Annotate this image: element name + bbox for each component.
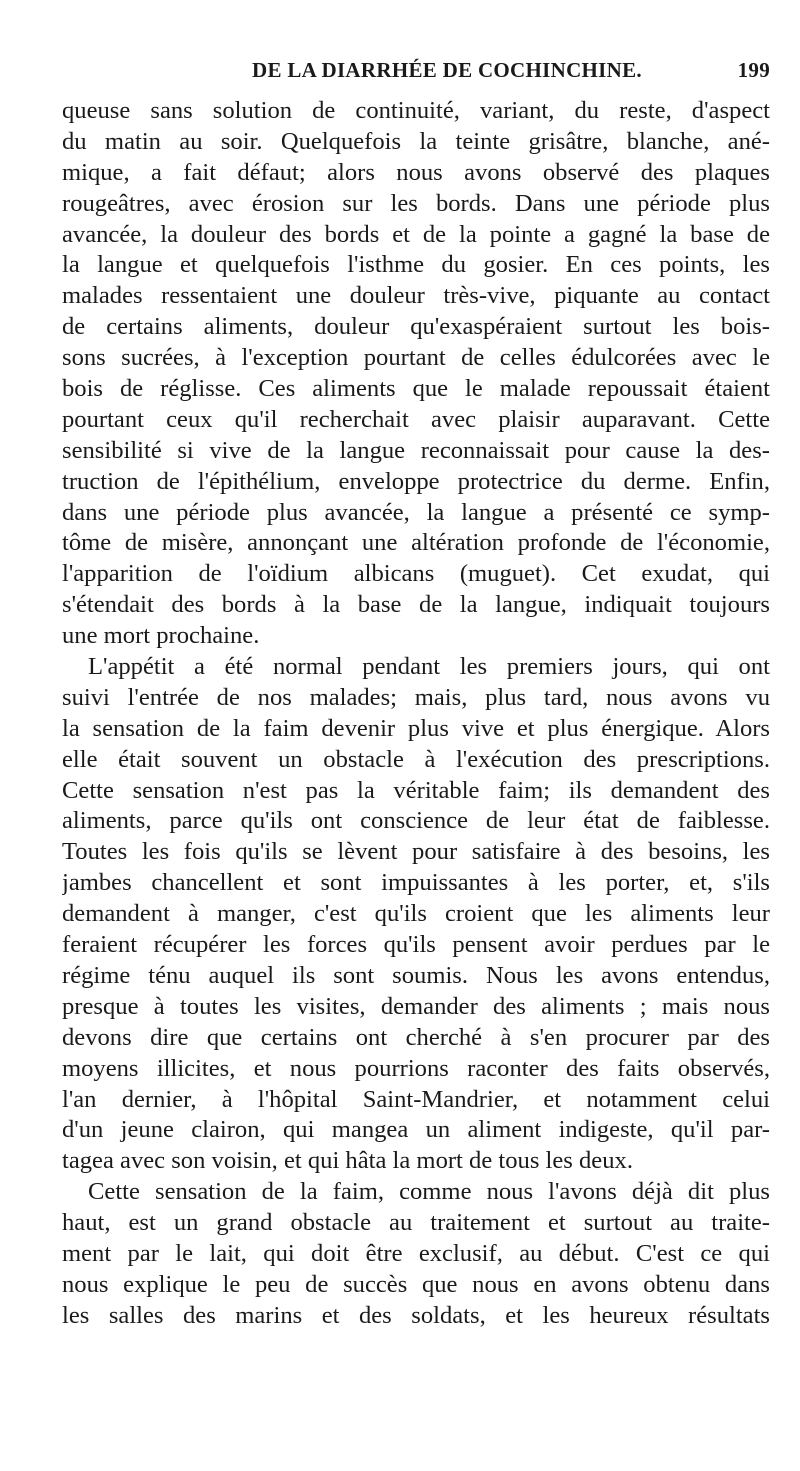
text-line: d'un jeune clairon, qui mangea un aliment indigeste, qu'il par- [62,1116,770,1144]
text-line: du matin au soir. Quelquefois la teinte grisâtre, blanche, ané- [62,127,770,155]
text-line: moyens illicites, et nous pourrions raconter des faits observés, [62,1054,770,1082]
text-line: truction de l'épithélium, enveloppe protectrice du derme. Enfin, [62,467,770,495]
text-line: devons dire que certains ont cherché à s'en procurer par des [62,1023,770,1051]
text-line: régime ténu auquel ils sont soumis. Nous les avons entendus, [62,961,770,989]
running-title: DE LA DIARRHÉE DE COCHINCHINE. [252,58,642,82]
text-line: mique, a fait défaut; alors nous avons observé des plaques [62,158,770,186]
text-line: l'an dernier, à l'hôpital Saint-Mandrier, et notamment celui [62,1085,770,1113]
text-line: rougeâtres, avec érosion sur les bords. Dans une période plus [62,189,770,217]
text-line: Toutes les fois qu'ils se lèvent pour satisfaire à des besoins, les [62,838,770,866]
text-line: feraient récupérer les forces qu'ils pensent avoir perdues par le [62,931,770,959]
text-line: elle était souvent un obstacle à l'exécution des prescriptions. [62,745,770,773]
text-line: pourtant ceux qu'il recherchait avec plaisir auparavant. Cette [62,405,770,433]
text-line: une mort prochaine. [62,622,260,650]
page-number: 199 [737,58,770,82]
text-line: ment par le lait, qui doit être exclusif, au début. C'est ce qui [62,1239,770,1267]
text-line: Cette sensation n'est pas la véritable faim; ils demandent des [62,776,770,804]
text-line: de certains aliments, douleur qu'exaspéraient surtout les bois- [62,313,770,341]
text-line: la langue et quelquefois l'isthme du gosier. En ces points, les [62,251,770,279]
body-text [62,96,770,1332]
text-line: bois de réglisse. Ces aliments que le malade repoussait étaient [62,375,770,403]
text-line: avancée, la douleur des bords et de la pointe a gagné la base de [62,220,770,248]
text-line: sons sucrées, à l'exception pourtant de celles édulcorées avec le [62,344,770,372]
text-line: jambes chancellent et sont impuissantes à les porter, et, s'ils [62,869,770,897]
text-line: l'apparition de l'oïdium albicans (muguet). Cet exudat, qui [62,560,770,588]
text-line: queuse sans solution de continuité, variant, du reste, d'aspect [62,97,770,124]
text-line: demandent à manger, c'est qu'ils croient que les aliments leur [62,900,770,928]
text-line: aliments, parce qu'ils ont conscience de leur état de faiblesse. [62,807,770,835]
text-line: les salles des marins et des soldats, et les heureux résultats [62,1301,770,1329]
text-line: tôme de misère, annonçant une altération profonde de l'économie, [62,529,770,557]
text-line: Cette sensation de la faim, comme nous l'avons déjà dit plus [88,1178,770,1206]
text-line: la sensation de la faim devenir plus vive et plus énergique. Alors [62,714,770,742]
text-line: haut, est un grand obstacle au traitement et surtout au traite- [62,1209,770,1237]
text-line: s'étendait des bords à la base de la langue, indiquait toujours [62,591,770,619]
text-line: dans une période plus avancée, la langue a présenté ce symp- [62,498,770,526]
text-line: sensibilité si vive de la langue reconnaissait pour cause la des- [62,436,770,464]
text-line: malades ressentaient une douleur très-vive, piquante au contact [62,282,770,310]
text-line: suivi l'entrée de nos malades; mais, plus tard, nous avons vu [62,683,770,711]
text-line: nous explique le peu de succès que nous en avons obtenu dans [62,1270,770,1298]
page-header [62,58,770,86]
text-line: tagea avec son voisin, et qui hâta la mort de tous les deux. [62,1147,633,1175]
text-line: L'appétit a été normal pendant les premiers jours, qui ont [88,653,770,681]
text-line: presque à toutes les visites, demander des aliments ; mais nous [62,992,770,1020]
